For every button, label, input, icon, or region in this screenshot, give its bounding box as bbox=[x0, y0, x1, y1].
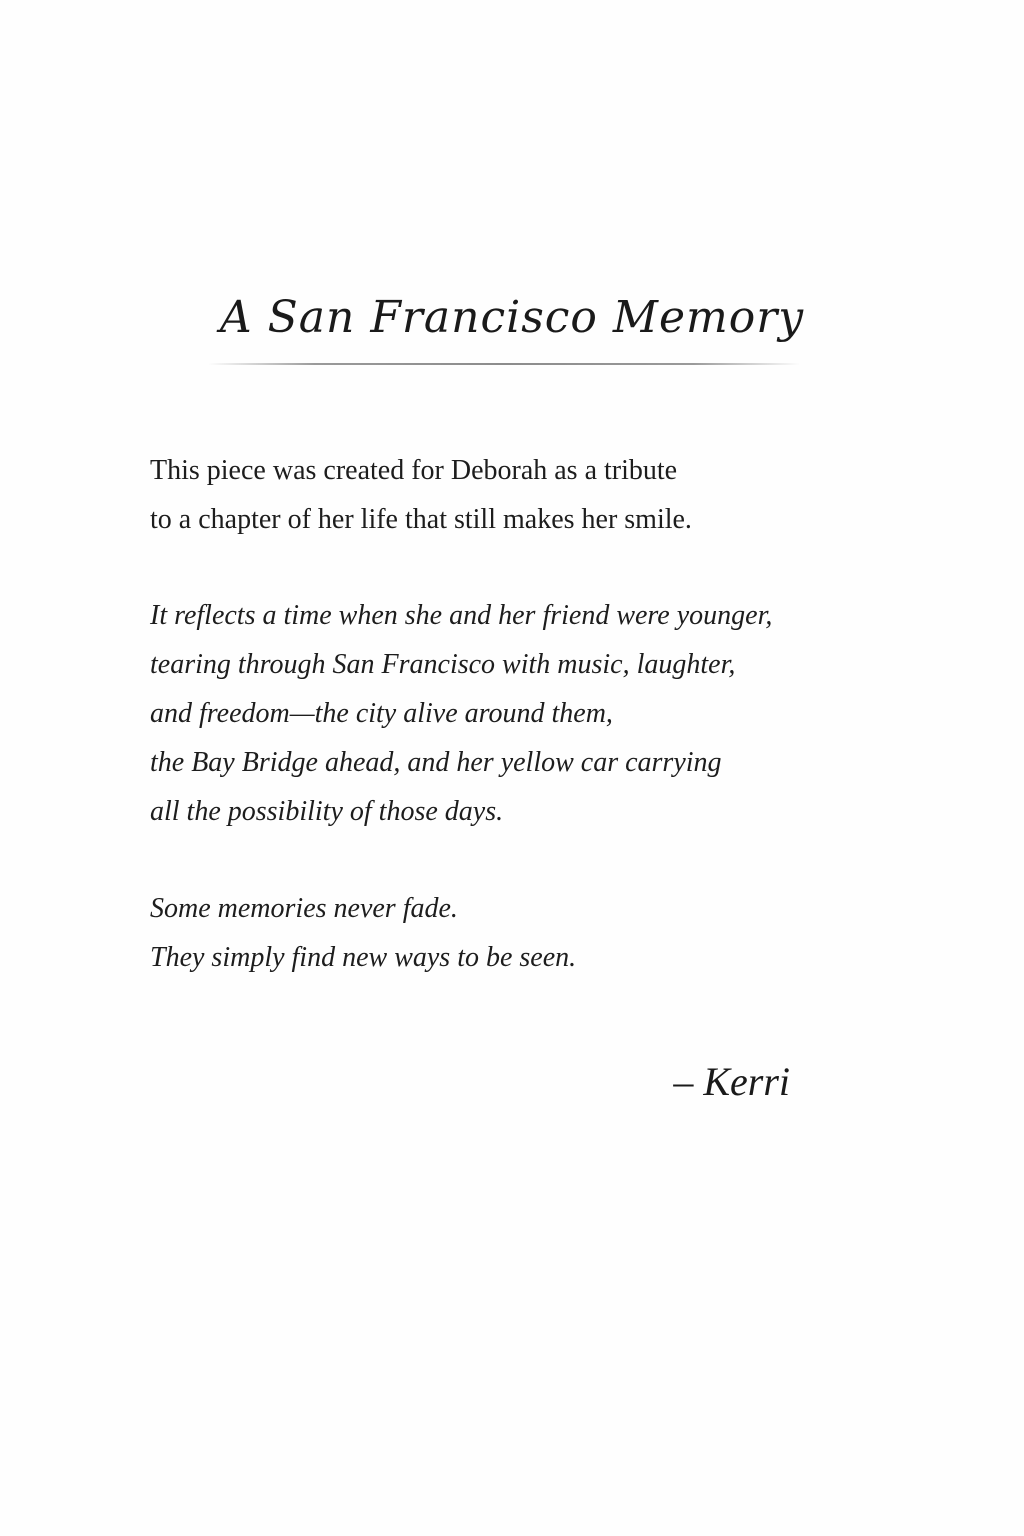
paragraph-line: and freedom—the city alive around them, bbox=[150, 698, 613, 729]
page-title: A San Francisco Memory bbox=[219, 292, 805, 343]
paragraph-dedication bbox=[150, 446, 870, 544]
paragraph-line: all the possibility of those days. bbox=[150, 796, 504, 827]
paragraph-memory bbox=[150, 591, 870, 836]
paragraph-line: Some memories never fade. bbox=[150, 893, 458, 924]
paragraph-closing bbox=[150, 884, 870, 982]
paragraph-line: tearing through San Francisco with music, laughter, bbox=[150, 649, 736, 680]
paragraph-line: They simply find new ways to be seen. bbox=[150, 942, 577, 973]
title-underline bbox=[208, 363, 800, 365]
signature: – Kerri bbox=[673, 1059, 790, 1104]
paragraph-line: to a chapter of her life that still makes her smile. bbox=[150, 504, 692, 535]
paragraph-line: the Bay Bridge ahead, and her yellow car carrying bbox=[150, 747, 722, 778]
paragraph-line: It reflects a time when she and her friend were younger, bbox=[150, 600, 773, 631]
paragraph-line: This piece was created for Deborah as a tribute bbox=[150, 455, 678, 486]
